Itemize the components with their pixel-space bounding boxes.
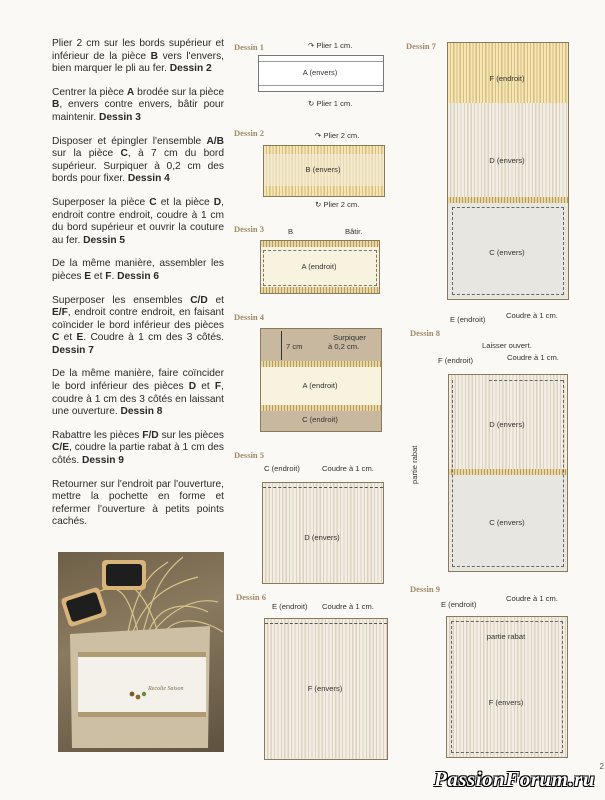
instruction-bold: A/B — [206, 135, 224, 147]
instruction-text: Superposer les ensembles — [52, 294, 191, 306]
d5-coudre-label: Coudre à 1 cm. — [322, 464, 374, 473]
instruction-bold: F/D — [142, 429, 159, 441]
watermark: PassionForum.ru — [434, 767, 595, 791]
instruction-bold: Dessin 8 — [120, 406, 163, 418]
instruction-bold: Dessin 9 — [82, 455, 124, 467]
instruction-text: De la même manière, faire coïncider le bord inférieur des pièces — [52, 368, 224, 393]
d4-measure-label: 7 cm — [286, 342, 303, 351]
pouch-illustration — [58, 552, 224, 752]
dessin-9-title: Dessin 9 — [410, 584, 440, 594]
instruction-bold: Dessin 3 — [99, 111, 141, 123]
instruction-paragraph — [52, 430, 224, 468]
instruction-text: et — [91, 270, 106, 282]
instruction-paragraph — [52, 38, 224, 76]
instruction-paragraph — [52, 295, 224, 358]
instruction-text: sur la pièce — [52, 148, 121, 160]
d9-e-label: E (endroit) — [441, 600, 477, 609]
embroidery-text: Recolte Saison — [148, 686, 184, 692]
instructions-column — [52, 38, 224, 540]
d9-partie-rabat-label: partie rabat — [486, 632, 526, 641]
instruction-text: et la pièce — [156, 196, 214, 208]
instruction-text: , endroit contre endroit, en faisant coïncider le bord inférieur des pièces — [52, 307, 224, 331]
instruction-text: , endroit contre endroit, coudre à 1 cm du bord supérieur et ouvrir la couture au fer. — [52, 196, 224, 246]
instruction-bold: F — [214, 381, 222, 393]
d3-batir-label: Bâtir. — [345, 227, 363, 236]
d4-piece-a-label: A (endroit) — [302, 381, 338, 390]
instruction-text: vers l'envers, bien marquer le pli au fer. — [52, 50, 224, 75]
d7-coudre-label: Coudre à 1 cm. — [506, 311, 558, 320]
instruction-text: et — [59, 332, 77, 344]
instruction-bold: E/F — [52, 307, 68, 319]
instruction-bold: Dessin 6 — [117, 270, 160, 282]
instruction-paragraph — [52, 258, 224, 283]
instruction-bold: E — [84, 270, 92, 282]
instruction-text: et — [207, 294, 224, 306]
d7-piece-d-label: D (envers) — [489, 156, 525, 165]
d3-piece-label: A (endroit) — [301, 262, 337, 271]
d6-e-label: E (endroit) — [272, 602, 308, 611]
d8-f-label: F (endroit) — [438, 356, 474, 365]
instruction-bold: B — [52, 99, 60, 111]
d6-piece-label: F (envers) — [307, 684, 343, 693]
instruction-bold: A — [126, 86, 135, 98]
dessin-5-title: Dessin 5 — [234, 450, 264, 460]
d8-partie-rabat-label: partie rabat — [410, 445, 419, 484]
instruction-bold: Dessin 2 — [169, 63, 212, 75]
dessin-3-title: Dessin 3 — [234, 224, 264, 234]
dessin-1-title: Dessin 1 — [234, 42, 264, 52]
d8-laisser-label: Laisser ouvert. — [482, 341, 532, 350]
instruction-text: Disposer et épingler l'ensemble — [52, 135, 207, 147]
d7-piece-c-label: C (envers) — [489, 248, 525, 257]
d7-e-label: E (endroit) — [450, 315, 486, 324]
page-number: 2 — [599, 762, 604, 771]
instruction-text: Superposer la pièce — [52, 196, 150, 208]
instruction-bold: C/E — [52, 442, 69, 454]
instruction-text: brodée sur la pièce — [134, 86, 224, 98]
instruction-bold: Dessin 7 — [52, 344, 94, 356]
d2-fold-top-label: ↷ Plier 2 cm. — [315, 131, 360, 140]
instruction-bold: D — [188, 381, 197, 393]
instruction-bold: E — [76, 332, 84, 344]
instruction-text: , coudre la partie rabat à 1 cm des côtés. — [52, 442, 224, 467]
embroidered-band — [78, 656, 206, 714]
instruction-text: Retourner sur l'endroit par l'ouverture, mettre la pochette en forme et refermer l'ouverture à petits points cachés. — [52, 478, 224, 528]
dessin-8-title: Dessin 8 — [410, 328, 440, 338]
instruction-paragraph — [52, 368, 224, 418]
instruction-paragraph — [52, 136, 224, 186]
d3-b-label: B — [288, 227, 294, 236]
instruction-text: Centrer la pièce — [52, 86, 127, 98]
d8-coudre-label: Coudre à 1 cm. — [507, 353, 559, 362]
instruction-text: De la même manière, assembler les pièces — [52, 258, 224, 282]
instruction-text: et — [196, 381, 215, 393]
instruction-text: sur les pièces — [158, 429, 224, 441]
d8-assembly — [448, 374, 568, 572]
instruction-bold: B — [150, 50, 159, 62]
d9-coudre-label: Coudre à 1 cm. — [506, 594, 558, 603]
d4-surpiquer2-label: à 0,2 cm. — [328, 342, 360, 351]
instruction-text: . — [111, 270, 118, 282]
instruction-text: , à 7 cm du bord supérieur. Surpiquer à 0,2 cm des bords pour fixer. — [52, 148, 224, 185]
instruction-bold: D — [213, 196, 222, 208]
instruction-text: , envers contre envers, bâtir pour maintenir. — [52, 99, 224, 123]
instruction-bold: Dessin 5 — [83, 234, 126, 246]
d5-piece-label: D (envers) — [304, 533, 340, 542]
d6-coudre-label: Coudre à 1 cm. — [322, 602, 374, 611]
dessin-6-title: Dessin 6 — [236, 592, 266, 602]
chalkboard-tags — [60, 560, 146, 627]
d1-fold-bottom-label: ↻ Plier 1 cm. — [308, 99, 353, 108]
product-photo — [58, 552, 224, 752]
d5-c-label: C (endroit) — [264, 464, 300, 473]
instruction-bold: C/D — [190, 294, 208, 306]
instruction-bold: Dessin 4 — [127, 173, 170, 185]
d1-piece-label: A (envers) — [302, 68, 338, 77]
instruction-text: . Coudre à 1 cm des 3 côtés. — [83, 332, 224, 344]
d7-piece-f-label: F (endroit) — [489, 74, 525, 83]
d2-fold-bottom-label: ↻ Plier 2 cm. — [315, 200, 360, 209]
instruction-text: , coudre à 1 cm des 3 côtés en laissant une ouverture. — [52, 381, 224, 418]
instruction-bold: C — [120, 148, 128, 160]
instruction-paragraph — [52, 87, 224, 125]
d8-piece-d-label: D (envers) — [489, 420, 525, 429]
d8-piece-c-label: C (envers) — [489, 518, 525, 527]
d4-surpiquer-label: Surpiquer — [333, 333, 366, 342]
dessin-4-title: Dessin 4 — [234, 312, 264, 322]
instruction-text: Plier 2 cm sur les bords supérieur et inférieur de la pièce — [52, 38, 224, 62]
dessin-7-title: Dessin 7 — [406, 41, 436, 51]
dessin-2-title: Dessin 2 — [234, 128, 264, 138]
d9-piece-label: F (envers) — [488, 698, 524, 707]
d2-piece-label: B (envers) — [305, 165, 341, 174]
d4-piece-c-label: C (endroit) — [302, 415, 338, 424]
instruction-paragraph — [52, 197, 224, 247]
instruction-bold: C — [149, 196, 157, 208]
instruction-bold: C — [52, 332, 60, 344]
d1-fold-top-label: ↷ Plier 1 cm. — [308, 41, 353, 50]
instruction-text: Rabattre les pièces — [52, 429, 143, 441]
instruction-paragraph — [52, 479, 224, 529]
instruction-bold: F — [105, 270, 112, 282]
